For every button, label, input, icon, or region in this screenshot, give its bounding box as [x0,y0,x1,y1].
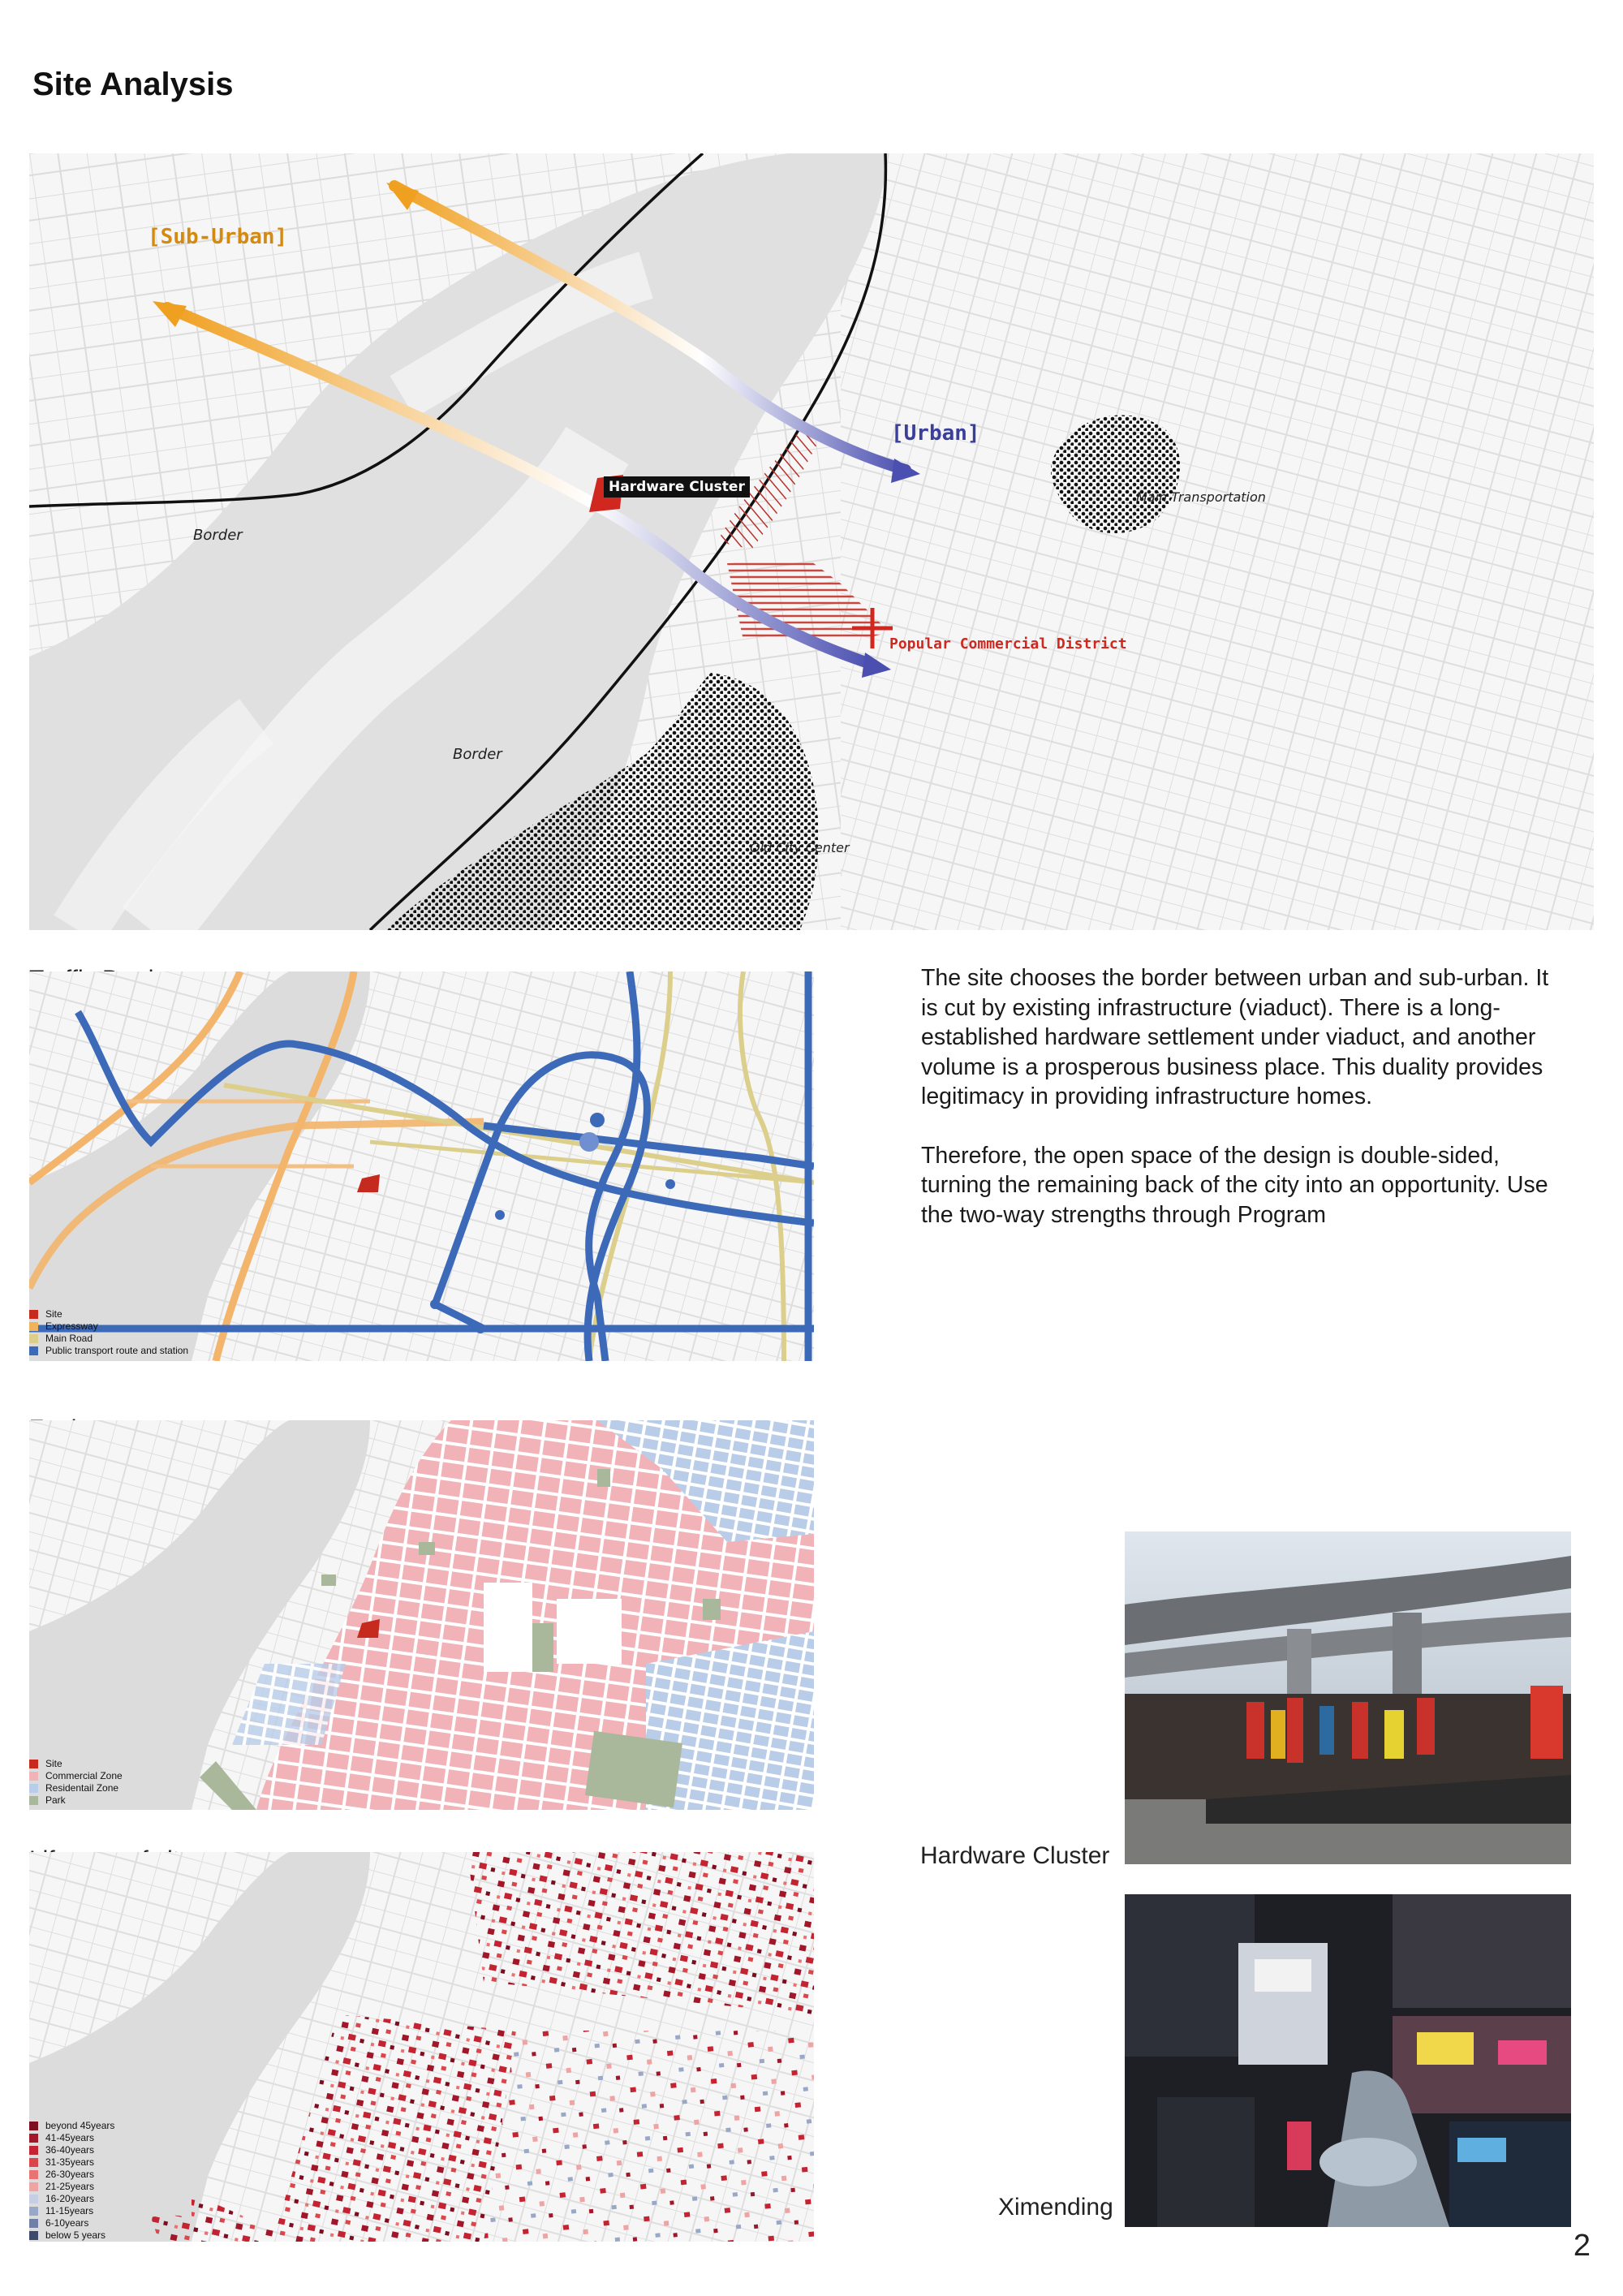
legend-swatch [29,1784,38,1793]
legend-swatch [29,1760,38,1768]
legend-label: beyond 45years [45,2120,115,2131]
legend-item [29,2156,114,2169]
hardware-cluster-label: Hardware Cluster [604,476,750,498]
legend-swatch [29,1772,38,1781]
legend-label: below 5 years [45,2229,106,2241]
legend-item [29,1333,188,1345]
description-paragraph-2: Therefore, the open space of the design is double-sided, turning the remaining back of the city into an opportunity. Use the two-way strengths through Program [921,1142,1548,1228]
legend-swatch [29,1346,38,1355]
border-label-upper: Border [193,527,243,544]
legend-swatch [29,1796,38,1805]
page-number: 2 [1573,2229,1591,2263]
legend-label: Site [45,1308,62,1320]
legend-swatch [29,1334,38,1343]
legend-item [29,2193,114,2205]
legend-swatch [29,2158,38,2167]
sub-urban-label: [Sub-Urban] [148,225,288,249]
ximending-photo-graphic [1125,1894,1571,2227]
legend-label: 21-25years [45,2181,95,2192]
legend-label: 16-20years [45,2193,95,2204]
legend-item [29,2120,114,2132]
legend-swatch [29,2182,38,2191]
legend-item [29,1308,188,1320]
lifespan-map [29,1852,814,2242]
legend-swatch [29,2170,38,2179]
legend-item [29,1758,123,1770]
legend-swatch [29,2207,38,2216]
legend-label: Expressway [45,1320,98,1332]
ximending-photo [1125,1894,1571,2227]
traffic-legend [29,1308,188,1357]
legend-label: Main Road [45,1333,93,1344]
main-site-map [29,153,1594,930]
description-paragraph-1: The site chooses the border between urban and sub-urban. It is cut by existing infrastructure (viaduct). There is a long-established hardware settlement under viaduct, and another volume is a prosperous business place. This duality provides legitimacy in providing infrastructure homes. [921,965,1549,1109]
legend-item [29,1320,188,1333]
legend-item [29,2144,114,2156]
main-map-graphic [29,153,1594,930]
legend-item [29,2169,114,2181]
traffic-border-map [29,971,814,1361]
hardware-cluster-photo-graphic [1125,1531,1571,1864]
legend-swatch [29,1322,38,1331]
legend-swatch [29,2219,38,2228]
legend-label: 41-45years [45,2132,95,2143]
legend-item [29,2229,114,2242]
legend-label: Public transport route and station [45,1345,189,1356]
border-label-lower: Border [453,746,502,763]
legend-swatch [29,2134,38,2143]
zoning-map-graphic [29,1420,814,1810]
legend-label: 36-40years [45,2144,95,2156]
page-title: Site Analysis [32,67,234,102]
hardware-cluster-caption: Hardware Cluster [920,1842,1110,1869]
legend-label: 6-10years [45,2217,89,2229]
urban-label: [Urban] [891,421,980,446]
legend-item [29,2132,114,2144]
legend-swatch [29,2231,38,2240]
legend-swatch [29,2195,38,2203]
ximending-caption: Ximending [998,2194,1113,2221]
legend-item [29,1782,123,1794]
zoning-legend [29,1758,123,1807]
legend-item [29,1345,188,1357]
legend-item [29,2205,114,2217]
legend-swatch [29,2122,38,2130]
zoning-map [29,1420,814,1810]
lifespan-map-graphic [29,1852,814,2242]
legend-label: Site [45,1758,62,1769]
legend-item [29,2217,114,2229]
lifespan-legend [29,2120,114,2242]
legend-swatch [29,1310,38,1319]
legend-swatch [29,2146,38,2155]
legend-item [29,1770,123,1782]
legend-label: 11-15years [45,2205,94,2216]
traffic-map-graphic [29,971,814,1361]
hardware-cluster-photo [1125,1531,1571,1864]
legend-label: Commercial Zone [45,1770,123,1781]
legend-label: 31-35years [45,2156,95,2168]
legend-label: 26-30years [45,2169,95,2180]
site-description [921,963,1562,1259]
main-transportation-label: Main Transportation [1136,489,1266,505]
legend-item [29,2181,114,2193]
legend-label: Park [45,1794,66,1806]
popular-commercial-label: Popular Commercial District [889,635,1127,653]
old-city-center-label: Old City Center [750,840,850,855]
legend-label: Residentail Zone [45,1782,119,1794]
legend-item [29,1794,123,1807]
